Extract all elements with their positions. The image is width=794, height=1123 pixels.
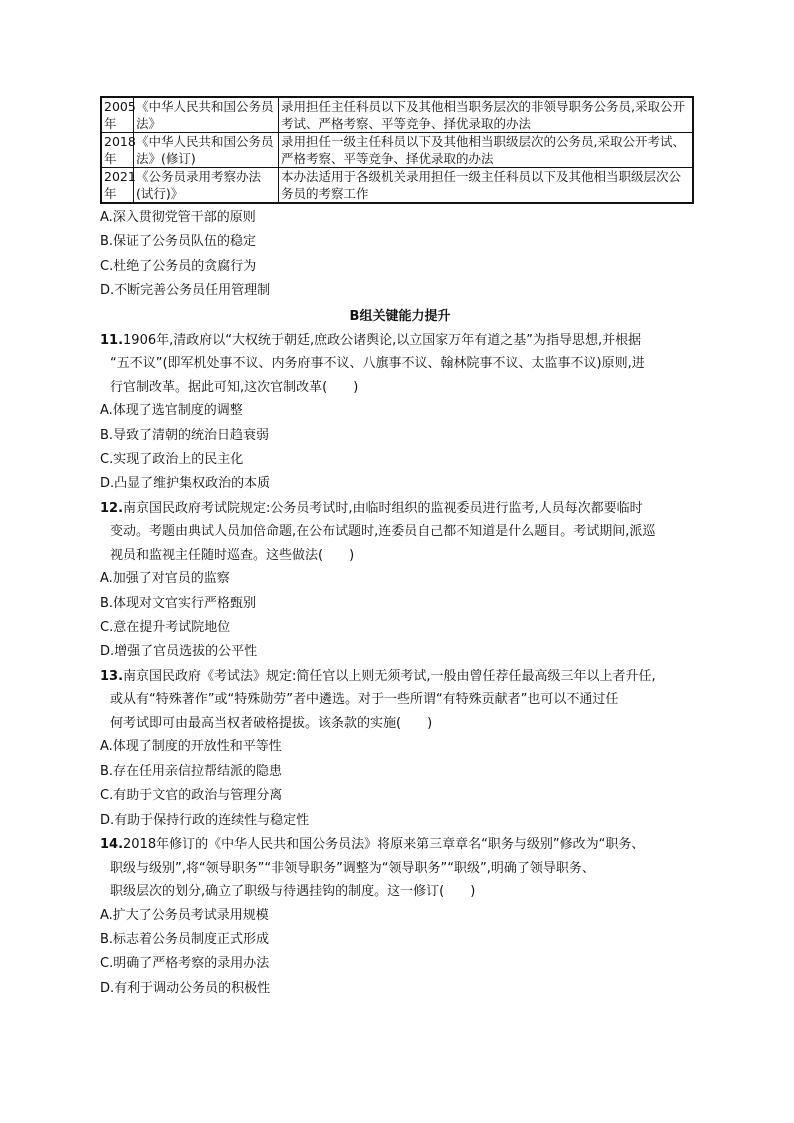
option-c: C.有助于文官的政治与管理分离 [100, 788, 283, 804]
law-cell: 《中华人民共和国公务员法》 [134, 97, 279, 133]
question-number: 12. [100, 500, 124, 516]
table-row [101, 97, 693, 133]
section-title: B组关键能力提升 [349, 308, 451, 324]
question-stem-line: 职级与级别”,将“领导职务”“非领导职务”调整为“领导职务”“职级”,明确了领导职务、 [110, 860, 595, 876]
year-cell: 2018年 [101, 133, 134, 168]
question-stem-line: 14.2018年修订的《中华人民共和国公务员法》将原来第三章章名“职务与级别”修改为“职务、 [100, 837, 645, 852]
question-stem-line: 行官制改革。据此可知,这次官制改革( ) [110, 379, 359, 395]
content-cell: 本办法适用于各级机关录用担任一级主任科员以下及其他相当职级层次公务员的考察工作 [279, 168, 694, 204]
table-row [101, 133, 693, 168]
option-c: C.明确了严格考察的录用办法 [100, 956, 270, 972]
year-cell: 2005年 [101, 97, 134, 133]
option-a: A.加强了对官员的监察 [100, 571, 230, 587]
option-b: B.体现对文官实行严格甄别 [100, 595, 257, 611]
option-a: A.体现了选官制度的调整 [100, 403, 243, 419]
question-stem-line: 11.1906年,清政府以“大权统于朝廷,庶政公诸舆论,以立国家万年有道之基”为指导思想,并根据 [100, 332, 642, 348]
law-cell: 《中华人民共和国公务员法》(修订) [134, 133, 279, 168]
question-12 [100, 497, 700, 665]
option-b: B.存在任用亲信拉帮结派的隐患 [100, 763, 283, 779]
question-number: 13. [100, 668, 124, 684]
option-b: B.标志着公务员制度正式形成 [100, 931, 270, 947]
document-page [100, 96, 700, 1001]
question-number: 11. [100, 332, 124, 348]
q10-options [100, 206, 700, 304]
option-c: C.实现了政治上的民主化 [100, 451, 244, 467]
question-11 [100, 329, 700, 497]
option-d: D.不断完善公务员任用管理制 [100, 283, 271, 299]
option-a: A.扩大了公务员考试录用规模 [100, 907, 269, 923]
question-stem-line: 或从有“特殊著作”或“特殊勋劳”者中遴选。对于一些所谓“有特殊贡献者”也可以不通过任 [110, 692, 619, 708]
option-a: A.体现了制度的开放性和平等性 [100, 739, 282, 755]
option-d: D.有助于保持行政的连续性与稳定性 [100, 812, 310, 828]
question-stem-line: 13.南京国民政府《考试法》规定:简任官以上则无须考试,一般由曾任荐任最高级三年以上者升任, [100, 668, 656, 684]
content-cell: 录用担任一级主任科员以下及其他相当职级层次的公务员,采取公开考试、严格考察、平等竞争、择优录取的办法 [279, 133, 694, 168]
option-b: B.导致了清朝的统治日趋衰弱 [100, 427, 270, 443]
law-table [100, 96, 694, 204]
question-number: 14. [100, 837, 124, 852]
question-stem-line: 何考试即可由最高当权者破格提拔。该条款的实施( ) [110, 715, 433, 731]
question-13 [100, 665, 700, 833]
content-cell: 录用担任主任科员以下及其他相当职务层次的非领导职务公务员,采取公开考试、严格考察、平等竞争、择优录取的办法 [279, 97, 694, 133]
option-d: D.有利于调动公务员的积极性 [100, 980, 271, 996]
question-14 [100, 833, 700, 1001]
option-c: C.意在提升考试院地位 [100, 620, 231, 636]
option-d: D.增强了官员选拔的公平性 [100, 644, 258, 660]
question-stem-line: 视员和监视主任随时巡查。这些做法( ) [110, 547, 355, 563]
table-row [101, 168, 693, 204]
option-c: C.杜绝了公务员的贪腐行为 [100, 258, 257, 274]
question-stem-line: 变动。考题由典试人员加倍命题,在公布试题时,连委员自己都不知道是什么题目。考试期间,派巡 [110, 524, 656, 540]
option-b: B.保证了公务员队伍的稳定 [100, 234, 257, 250]
year-cell: 2021年 [101, 168, 134, 204]
law-cell: 《公务员录用考察办法(试行)》 [134, 168, 279, 204]
option-a: A.深入贯彻党管干部的原则 [100, 210, 256, 225]
question-stem-line: 职级层次的划分,确立了职级与待遇挂钩的制度。这一修订( ) [110, 884, 476, 899]
question-stem-line: “五不议”(即军机处事不议、内务府事不议、八旗事不议、翰林院事不议、太监事不议)原则,进 [110, 356, 645, 372]
option-d: D.凸显了维护集权政治的本质 [100, 476, 271, 492]
question-stem-line: 12.南京国民政府考试院规定:公务员考试时,由临时组织的监视委员进行监考,人员每次都要临时 [100, 500, 643, 516]
